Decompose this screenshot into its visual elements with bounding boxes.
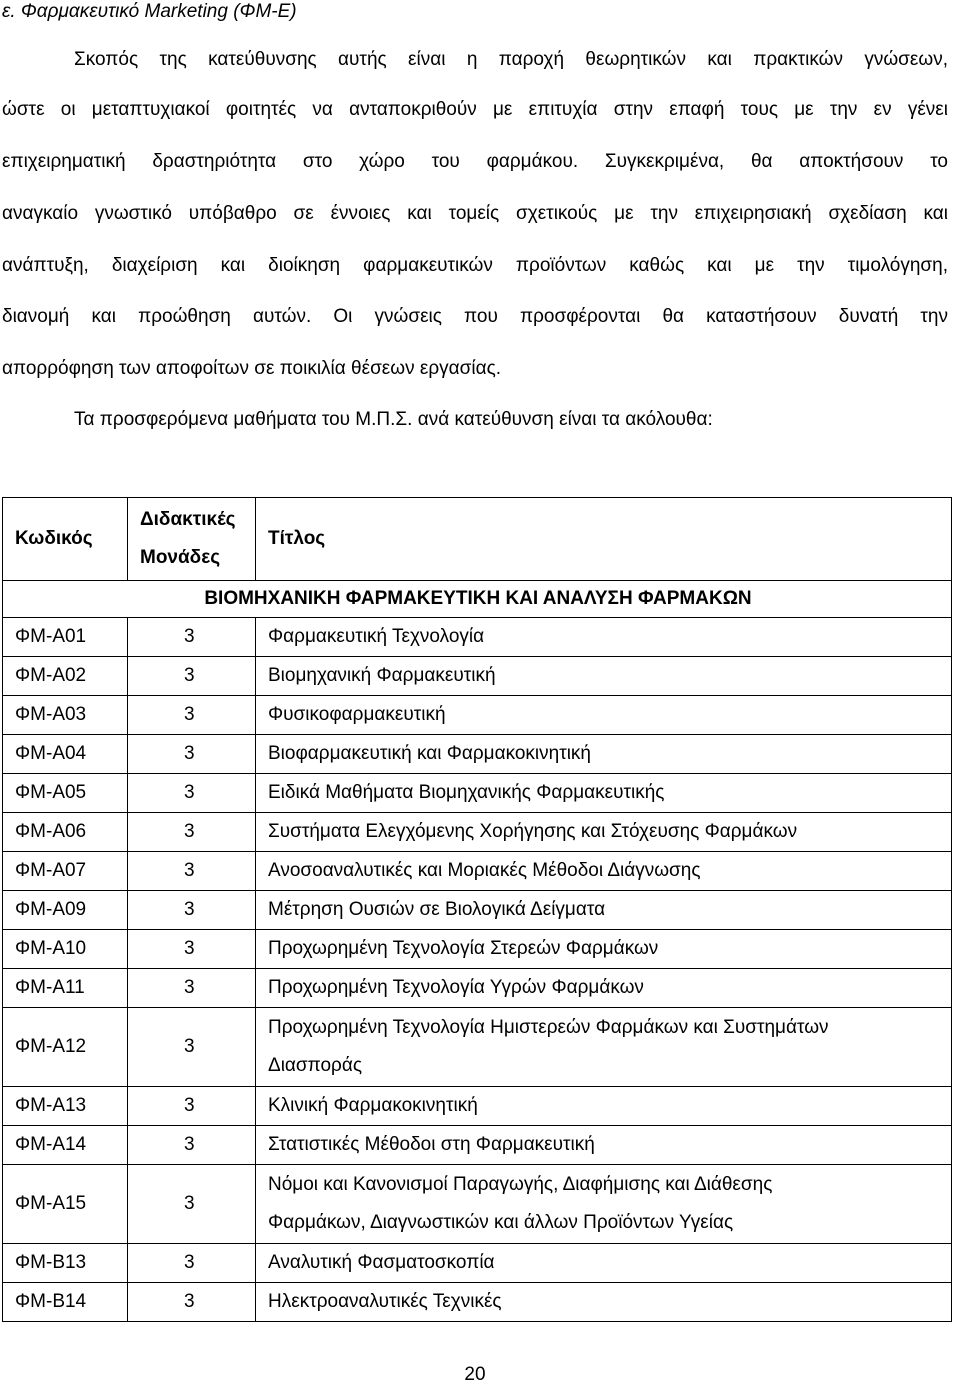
course-title: Προχωρημένη Τεχνολογία Υγρών Φαρμάκων [256,969,952,1008]
course-units: 3 [128,930,256,969]
course-units: 3 [128,1008,256,1087]
course-code: ΦΜ-Α06 [3,813,128,852]
table-row [3,735,952,774]
header-units [128,498,256,581]
intro-line-6: διανομή και προώθηση αυτών. Οι γνώσεις που προσφέρονται θα καταστήσουν δυνατή την [2,306,948,327]
table-section-row [3,581,952,618]
course-title: Ανοσοαναλυτικές και Μοριακές Μέθοδοι Διάγνωσης [256,852,952,891]
course-title: Φυσικοφαρμακευτική [256,696,952,735]
table-row [3,1126,952,1165]
course-code: ΦΜ-Α04 [3,735,128,774]
courses-intro: Τα προσφερόμενα μαθήματα του Μ.Π.Σ. ανά κατεύθυνση είναι τα ακόλουθα: [74,409,713,430]
course-code: ΦΜ-Β14 [3,1283,128,1322]
table-row [3,813,952,852]
course-units: 3 [128,1244,256,1283]
course-code: ΦΜ-Α11 [3,969,128,1008]
course-units: 3 [128,1165,256,1244]
course-code: ΦΜ-Α14 [3,1126,128,1165]
course-title: Βιομηχανική Φαρμακευτική [256,657,952,696]
course-units: 3 [128,1087,256,1126]
course-title: Βιοφαρμακευτική και Φαρμακοκινητική [256,735,952,774]
page-number: 20 [464,1364,486,1385]
course-units: 3 [128,657,256,696]
course-units: 3 [128,891,256,930]
table-row [3,618,952,657]
courses-table [2,497,952,1322]
course-units: 3 [128,1126,256,1165]
course-title: Αναλυτική Φασματοσκοπία [256,1244,952,1283]
intro-line-4: αναγκαίο γνωστικό υπόβαθρο σε έννοιες και τομείς σχετικούς με την επιχειρησιακή σχεδίαση και [2,203,948,224]
course-code: ΦΜ-Α09 [3,891,128,930]
intro-line-5: ανάπτυξη, διαχείριση και διοίκηση φαρμακευτικών προϊόντων καθώς και με την τιμολόγηση, [2,255,948,276]
course-title: Φαρμακευτική Τεχνολογία [256,618,952,657]
table-row [3,1244,952,1283]
header-units-line1: Διδακτικές [140,509,236,530]
section-heading: ε. Φαρμακευτικό Marketing (ΦΜ-Ε) [2,1,297,22]
course-units: 3 [128,852,256,891]
header-title: Τίτλος [256,498,952,581]
course-units: 3 [128,969,256,1008]
intro-line-1: Σκοπός της κατεύθυνσης αυτής είναι η παροχή θεωρητικών και πρακτικών γνώσεων, [74,49,948,70]
course-units: 3 [128,696,256,735]
course-code: ΦΜ-Α12 [3,1008,128,1087]
section-title: ΒΙΟΜΗΧΑΝΙΚΗ ΦΑΡΜΑΚΕΥΤΙΚΗ ΚΑΙ ΑΝΑΛΥΣΗ ΦΑΡΜΑΚΩΝ [3,581,952,618]
table-row [3,891,952,930]
course-title-line1: Νόμοι και Κανονισμοί Παραγωγής, Διαφήμισης και Διάθεσης [268,1174,773,1195]
course-code: ΦΜ-Α05 [3,774,128,813]
course-title: Ειδικά Μαθήματα Βιομηχανικής Φαρμακευτικής [256,774,952,813]
course-code: ΦΜ-Α01 [3,618,128,657]
course-units: 3 [128,735,256,774]
course-units: 3 [128,618,256,657]
course-units: 3 [128,774,256,813]
table-row [3,657,952,696]
table-row [3,1087,952,1126]
course-title [256,1008,952,1087]
table-row [3,696,952,735]
course-title [256,1165,952,1244]
course-code: ΦΜ-Α03 [3,696,128,735]
course-title: Συστήματα Ελεγχόμενης Χορήγησης και Στόχευσης Φαρμάκων [256,813,952,852]
table-row [3,774,952,813]
header-code: Κωδικός [3,498,128,581]
table-row [3,852,952,891]
table-row [3,1283,952,1322]
course-title: Μέτρηση Ουσιών σε Βιολογικά Δείγματα [256,891,952,930]
table-row [3,1008,952,1087]
table-header-row [3,498,952,581]
course-code: ΦΜ-Α02 [3,657,128,696]
course-code: ΦΜ-Α10 [3,930,128,969]
course-units: 3 [128,1283,256,1322]
course-code: ΦΜ-Α15 [3,1165,128,1244]
course-code: ΦΜ-Α13 [3,1087,128,1126]
header-units-line2: Μονάδες [140,547,221,568]
intro-line-2: ώστε οι μεταπτυχιακοί φοιτητές να ανταποκριθούν με επιτυχία στην επαφή τους με την εν γένει [2,99,948,120]
course-code: ΦΜ-Β13 [3,1244,128,1283]
intro-line-3: επιχειρηματική δραστηριότητα στο χώρο του φαρμάκου. Συγκεκριμένα, θα αποκτήσουν το [2,151,948,172]
course-title: Στατιστικές Μέθοδοι στη Φαρμακευτική [256,1126,952,1165]
table-row [3,1165,952,1244]
course-units: 3 [128,813,256,852]
table-row [3,969,952,1008]
table-row [3,930,952,969]
course-title-line1: Προχωρημένη Τεχνολογία Ημιστερεών Φαρμάκων και Συστημάτων [268,1017,829,1038]
course-title: Κλινική Φαρμακοκινητική [256,1087,952,1126]
course-code: ΦΜ-Α07 [3,852,128,891]
intro-line-7: απορρόφηση των αποφοίτων σε ποικιλία θέσεων εργασίας. [2,358,502,379]
course-title: Προχωρημένη Τεχνολογία Στερεών Φαρμάκων [256,930,952,969]
course-title-line2: Φαρμάκων, Διαγνωστικών και άλλων Προϊόντων Υγείας [268,1212,734,1233]
course-title-line2: Διασποράς [268,1055,362,1076]
course-title: Ηλεκτροαναλυτικές Τεχνικές [256,1283,952,1322]
